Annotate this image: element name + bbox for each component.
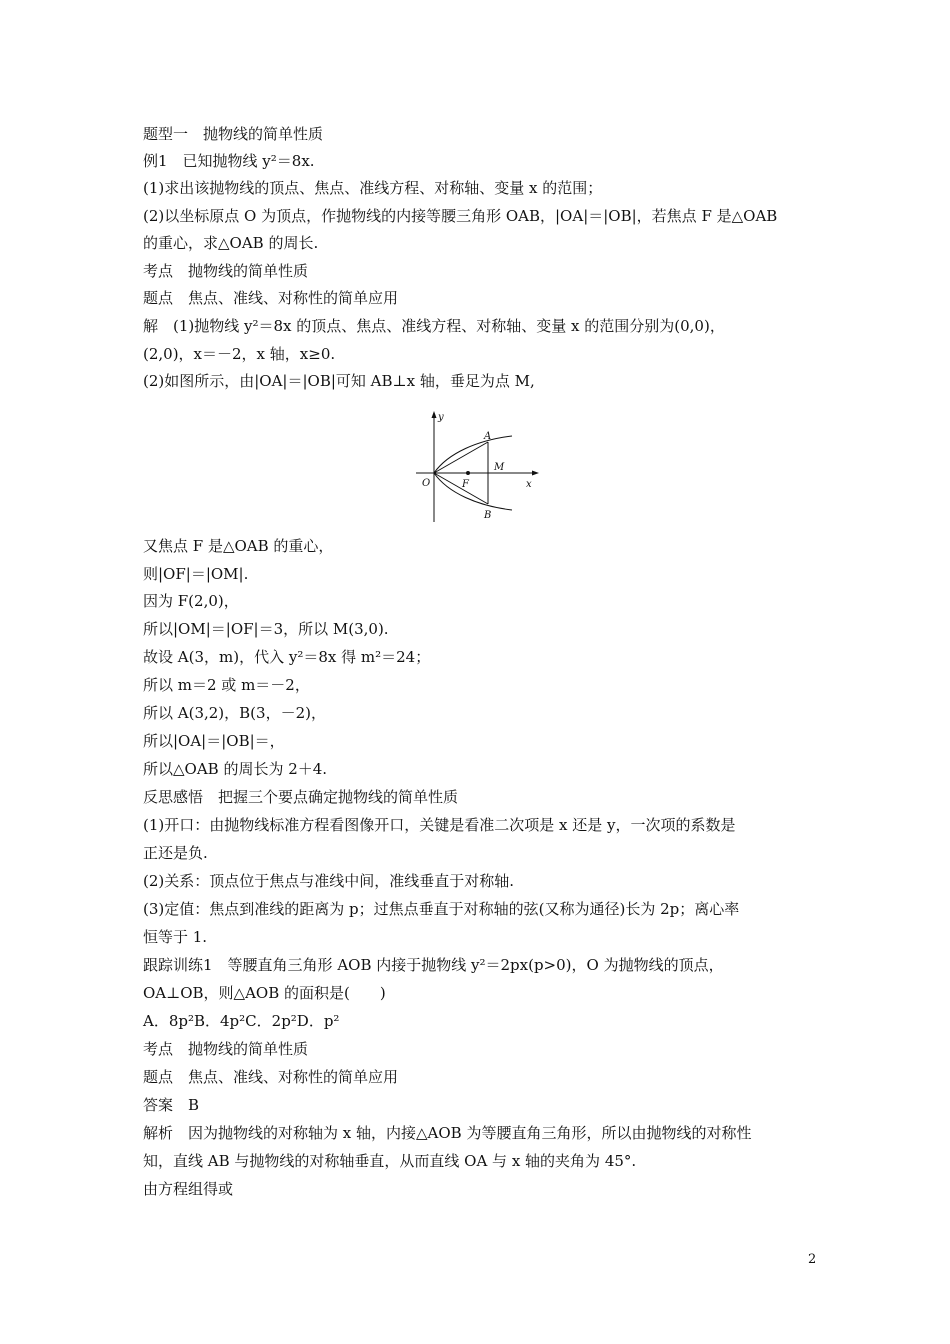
section-heading: 题型一 抛物线的简单性质 <box>143 125 324 143</box>
subtopic-label: 题点 焦点、准线、对称性的简单应用 <box>143 1068 399 1086</box>
subtopic-label: 题点 焦点、准线、对称性的简单应用 <box>143 289 399 307</box>
reflection-point: (1)开口：由抛物线标准方程看图像开口，关键是看准二次项是 x 还是 y，一次项的系数是 <box>143 816 736 834</box>
point-b-label: B <box>484 510 492 521</box>
solution-line: 故设 A(3，m)，代入 y²＝8x 得 m²＝24； <box>143 648 431 666</box>
reflection-heading: 反思感悟 把握三个要点确定抛物线的简单性质 <box>143 788 459 806</box>
solution-line: 所以△OAB 的周长为 2＋4. <box>143 760 328 778</box>
analysis-line: 知，直线 AB 与抛物线的对称轴垂直，从而直线 OA 与 x 轴的夹角为 45°. <box>143 1152 637 1170</box>
question-part-1: (1)求出该抛物线的顶点、焦点、准线方程、对称轴、变量 x 的范围； <box>143 179 603 197</box>
solution-line: (2,0)，x＝－2，x 轴，x≥0. <box>143 345 336 363</box>
x-axis-label: x <box>526 479 532 490</box>
focus-label: F <box>462 479 469 490</box>
answer-options: A．8p²B．4p²C．2p²D．p² <box>143 1012 340 1030</box>
practice-question: 跟踪训练1 等腰直角三角形 AOB 内接于抛物线 y²＝2px(p>0)，O 为抛物线的顶点， <box>143 956 724 974</box>
page-number: 2 <box>808 1252 817 1267</box>
analysis-line: 由方程组得或 <box>143 1180 234 1198</box>
solution-line: 所以 A(3,2)，B(3，－2)， <box>143 704 326 722</box>
analysis-line: 解析 因为抛物线的对称轴为 x 轴，内接△AOB 为等腰直角三角形，所以由抛物线的对称性 <box>143 1124 752 1142</box>
solution-line: 则|OF|＝|OM|. <box>143 565 249 583</box>
question-part-2: (2)以坐标原点 O 为顶点，作抛物线的内接等腰三角形 OAB，|OA|＝|OB|，若焦点 F 是△OAB <box>143 207 778 225</box>
reflection-point: 恒等于 1. <box>143 928 208 946</box>
solution-line: 所以 m＝2 或 m＝－2， <box>143 676 310 694</box>
solution-line: 所以|OM|＝|OF|＝3，所以 M(3,0). <box>143 620 389 638</box>
practice-question: OA⊥OB，则△AOB 的面积是( ) <box>143 984 386 1002</box>
reflection-point: (2)关系：顶点位于焦点与准线中间，准线垂直于对称轴. <box>143 872 515 890</box>
reflection-point: 正还是负. <box>143 844 208 862</box>
topic-label: 考点 抛物线的简单性质 <box>143 1040 309 1058</box>
example-title: 例1 已知抛物线 y²＝8x. <box>143 152 315 170</box>
solution-line: 又焦点 F 是△OAB 的重心， <box>143 537 334 555</box>
solution-line: 因为 F(2,0)， <box>143 592 239 610</box>
y-axis-label: y <box>438 412 444 423</box>
point-m-label: M <box>494 462 505 473</box>
reflection-point: (3)定值：焦点到准线的距离为 p；过焦点垂直于对称轴的弦(又称为通径)长为 2p；离心率 <box>143 900 740 918</box>
answer-line: 答案 B <box>143 1096 200 1114</box>
solution-line: 解 (1)抛物线 y²＝8x 的顶点、焦点、准线方程、对称轴、变量 x 的范围分别为(0,0)， <box>143 317 725 335</box>
origin-label: O <box>422 478 431 489</box>
topic-label: 考点 抛物线的简单性质 <box>143 262 309 280</box>
parabola-figure <box>408 408 544 526</box>
question-part-2-cont: 的重心，求△OAB 的周长. <box>143 234 319 252</box>
solution-line: (2)如图所示，由|OA|＝|OB|可知 AB⊥x 轴，垂足为点 M, <box>143 372 535 390</box>
solution-line: 所以|OA|＝|OB|＝， <box>143 732 285 750</box>
point-a-label: A <box>484 431 492 442</box>
